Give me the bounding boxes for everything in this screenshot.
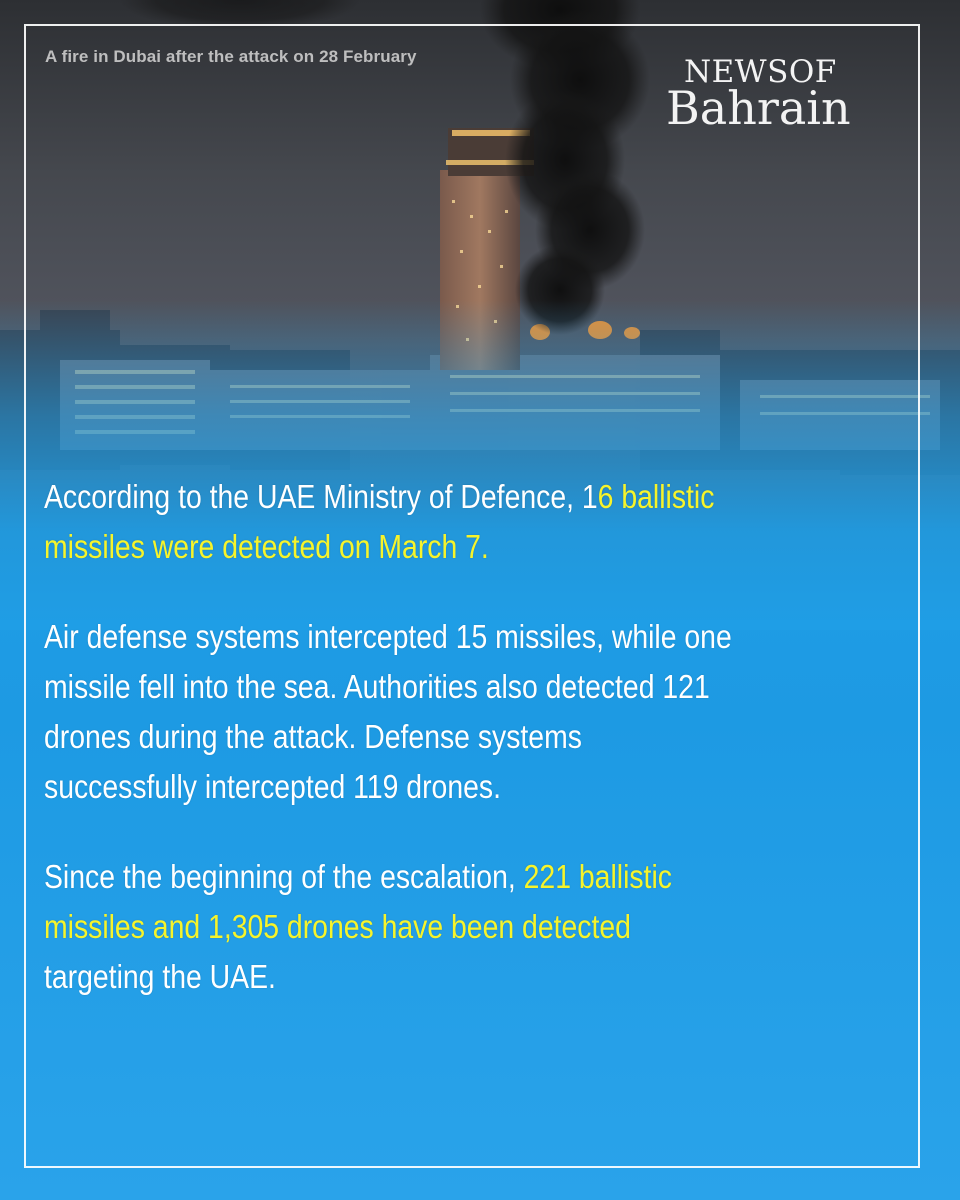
p1-text: According to the UAE Ministry of Defence, 1	[44, 478, 598, 515]
p2-line4: successfully intercepted 119 drones.	[44, 768, 501, 805]
p1-highlight-1: 6 ballistic	[597, 478, 715, 515]
p2-line1: Air defense systems intercepted 15 missiles, while one	[44, 618, 732, 655]
news-of-bahrain-logo	[660, 54, 910, 144]
paragraph-2	[44, 612, 809, 812]
p3-highlight-2: missiles and 1,305 drones have been detected	[44, 908, 631, 945]
p2-line2: missile fell into the sea. Authorities also detected 121	[44, 668, 710, 705]
p3-text: Since the beginning of the escalation,	[44, 858, 524, 895]
p1-highlight-2: missiles were detected on March 7.	[44, 528, 489, 565]
paragraph-1	[44, 472, 809, 572]
photo-caption: A fire in Dubai after the attack on 28 February	[45, 47, 417, 66]
logo-line2: Bahrain	[666, 81, 851, 135]
paragraph-3	[44, 852, 809, 1002]
article-text	[44, 472, 809, 1002]
p3-line3: targeting the UAE.	[44, 958, 276, 995]
p2-line3: drones during the attack. Defense systems	[44, 718, 582, 755]
logo-line1: NEWSOF	[684, 54, 837, 90]
p3-highlight-1: 221 ballistic	[523, 858, 672, 895]
